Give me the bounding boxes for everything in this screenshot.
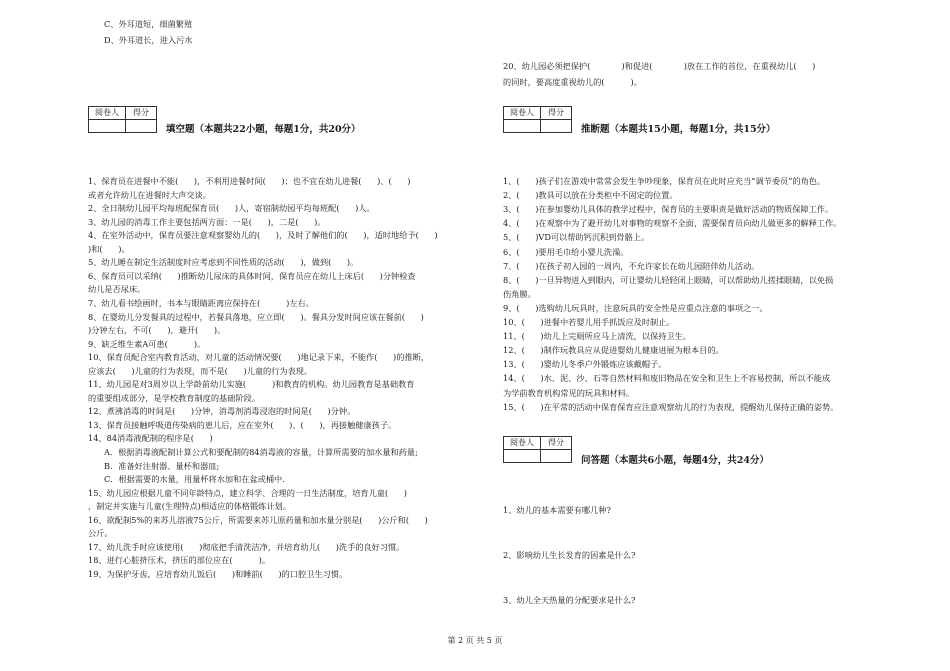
score-box (88, 106, 157, 133)
grader-cell[interactable] (504, 450, 541, 463)
question-line: 6、保育员可以采纳( )推断幼儿尿床的具体时间，保育员应在幼儿上床后( )分钟检查 (88, 270, 416, 281)
question-line: 的重要组成部分，是学校教育制度的基础阶段。 (88, 392, 260, 403)
score-box (503, 106, 572, 133)
question-line: 12、( )制作玩教具应从促进婴幼儿健康进展为根本目的。 (503, 345, 724, 356)
option-c: C、外耳道短，细菌繁殖 (104, 19, 193, 29)
question-line: 17、幼儿洗手时应该使用( )彻底把手清洗洁净，并培育幼儿( )洗手的良好习惯。 (88, 541, 405, 552)
score-label: 得分 (541, 107, 572, 120)
question-line: 10、保育员配合室内教育活动，对儿童的活动情况要( )地记录下来，不能作( )的推断， (88, 352, 429, 363)
question-line: 3、幼儿园的消毒工作主要包括两方面：一是( )，二是( )。 (88, 216, 326, 227)
question-line: 1、( )孩子们在游戏中常常会发生争吵现象，保育员在此时应充当“调节委员”的角色。 (503, 176, 826, 186)
question-line: 3、( )在参加婴幼儿具体的教学过程中，保育员的主要职责是做好活动的物质保障工作。 (503, 204, 834, 215)
question-line: 10、( )进餐中若婴儿用手抓饭应及时制止。 (503, 317, 675, 327)
question-line: 15、幼儿园应根据儿童不同年龄特点，建立科学、合理的一日生活制度，培育儿童( ) (88, 487, 407, 498)
page-footer: 第 2 页 共 5 页 (447, 636, 503, 645)
grader-label: 阅卷人 (504, 107, 541, 120)
question-line: 5、幼儿睡在制定生活制度时应考虑到不同性质的活动( )，做到( )。 (88, 257, 359, 268)
judge-section-title: 推断题（本题共15小题，每题1分，共15分） (581, 124, 776, 135)
question-line: ，制定并实施与儿童(生理特点)相适应的体格锻炼计划。 (88, 501, 291, 512)
qa-section-title: 问答题（本题共6小题，每题4分，共24分） (581, 455, 769, 466)
question-line: )和( )。 (88, 243, 130, 254)
question-line: 12、煮沸消毒的时间是( )分钟，消毒剂消毒浸泡的时间是( )分钟。 (88, 406, 356, 417)
qa-question-3: 3、幼儿全天热量的分配要求是什么? (503, 595, 636, 605)
score-cell[interactable] (541, 450, 572, 463)
question-line: 7、幼儿看书绘画时，书本与眼睛距离应保持在( )左右。 (88, 297, 314, 308)
question-line: 14、84消毒液配制的程序是( ) (88, 433, 213, 444)
question-line: 13、保育员接触呼吸道传染病的患儿后，应在室外( )、( )，再接触健康孩子。 (88, 419, 397, 430)
score-label: 得分 (126, 107, 157, 120)
qa-question-1: 1、幼儿的基本需要有哪几种? (503, 505, 611, 515)
question-line: 幼儿是否尿床。 (88, 284, 146, 295)
question-line: 13、( )婴幼儿冬季户外锻炼应该戴帽子。 (503, 359, 667, 370)
question-line: )分钟左右，不可( )，避开( )。 (88, 325, 226, 336)
score-cell[interactable] (126, 120, 157, 133)
question-line: 19、为保护牙齿，应培育幼儿饭后( )和睡前( )的口腔卫生习惯。 (88, 568, 348, 579)
question-20-line1: 20、幼儿园必须把保护( )和促进( )放在工作的首位，在重视幼儿( ) (503, 61, 816, 71)
question-line: C．根据需要的水量，用量杯将水加和在盆或桶中. (104, 474, 285, 485)
question-line: 9、( )选购幼儿玩具时，注意玩具的安全性是应重点注意的事项之一。 (503, 302, 768, 313)
question-line: 4、( )在观察中为了避开幼儿对事物的观察不全面，需要保育员向幼儿做更多的解释工作。 (503, 218, 842, 229)
option-d: D、外耳道长，进入污水 (104, 35, 193, 45)
grader-label: 阅卷人 (504, 437, 541, 450)
question-line: 15、( )在平常的活动中保育保育应注意观察幼儿的行为表现，提醒幼儿保持正确的姿势。 (503, 401, 839, 412)
score-cell[interactable] (541, 120, 572, 133)
question-line: B．准备好注射器、量杯和器皿; (104, 460, 220, 471)
question-line: 4、在室外活动中，保育员要注意观察婴幼儿的( )，及时了解他们的( )，适时地给予( ) (88, 230, 438, 241)
score-label: 得分 (541, 437, 572, 450)
question-line: A．根据消毒液配制计算公式和要配制的84消毒液的容量，计算所需要的加水量和药量; (104, 447, 418, 457)
question-line: 8、( )一旦异物进入到眼内，可让婴幼儿轻轻闭上眼睛，可以帮助幼儿搓揉眼睛，以免损 (503, 274, 834, 285)
question-line: 7、( )在孩子初入园的一周内，不允许家长在幼儿园陪伴幼儿活动。 (503, 260, 760, 271)
question-20-line2: 的同时，要高度重视幼儿的( )。 (503, 77, 642, 87)
question-line: 5、( )VD可以帮助钙沉积到骨骼上。 (503, 232, 650, 243)
grader-cell[interactable] (504, 120, 541, 133)
question-line: 14、( )水、泥、沙、石等自然材料和废旧物品在安全和卫生上不容易控制，所以不能成 (503, 373, 831, 384)
question-line: 1、保育员在进餐中不能( )，不利用进餐时间( )；也不宜在幼儿进餐( )、( ) (88, 176, 411, 186)
question-line: 公斤。 (88, 528, 113, 539)
question-line: 11、( )幼儿上完厕所应马上清洗，以保持卫生。 (503, 331, 691, 342)
question-line: 伤角膜。 (503, 288, 536, 299)
question-line: 2、全日制幼儿园平均每班配保育员( )人，寄宿制幼园平均每班配( )人。 (88, 203, 375, 214)
grader-cell[interactable] (89, 120, 126, 133)
fill-section-title: 填空题（本题共22小题，每题1分，共20分） (166, 124, 361, 135)
question-line: 为学前教育机构常见的玩具和材料。 (503, 387, 635, 398)
question-line: 11、幼儿园是对3周岁以上学龄前幼儿实施( )和教育的机构。幼儿园教育是基础教育 (88, 379, 415, 390)
question-line: 应该去( )儿童的行为表现，而不是( )儿童的行为表现。 (88, 365, 313, 376)
question-line: 16、欲配制5%的来苏儿溶液75公斤，所需要来苏儿原药量和加水量分别是( )公斤和( ) (88, 514, 428, 525)
grader-label: 阅卷人 (89, 107, 126, 120)
question-line: 9、缺乏维生素A可患( )。 (88, 338, 206, 349)
qa-question-2: 2、影响幼儿生长发育的因素是什么? (503, 550, 636, 560)
question-line: 8、在婴幼儿分发餐具的过程中，若餐具落地，应立即( )。餐具分发时间应该在餐前( ) (88, 311, 424, 322)
question-line: 2、( )教具可以放在分类柜中不固定的位置。 (503, 190, 678, 201)
question-line: 或者允许幼儿在进餐时大声交谈。 (88, 189, 211, 200)
score-box (503, 436, 572, 463)
question-line: 18、进行心脏挤压术，挤压的部位应在( )。 (88, 555, 271, 566)
question-line: 6、( )要用毛巾给小婴儿洗澡。 (503, 246, 629, 257)
